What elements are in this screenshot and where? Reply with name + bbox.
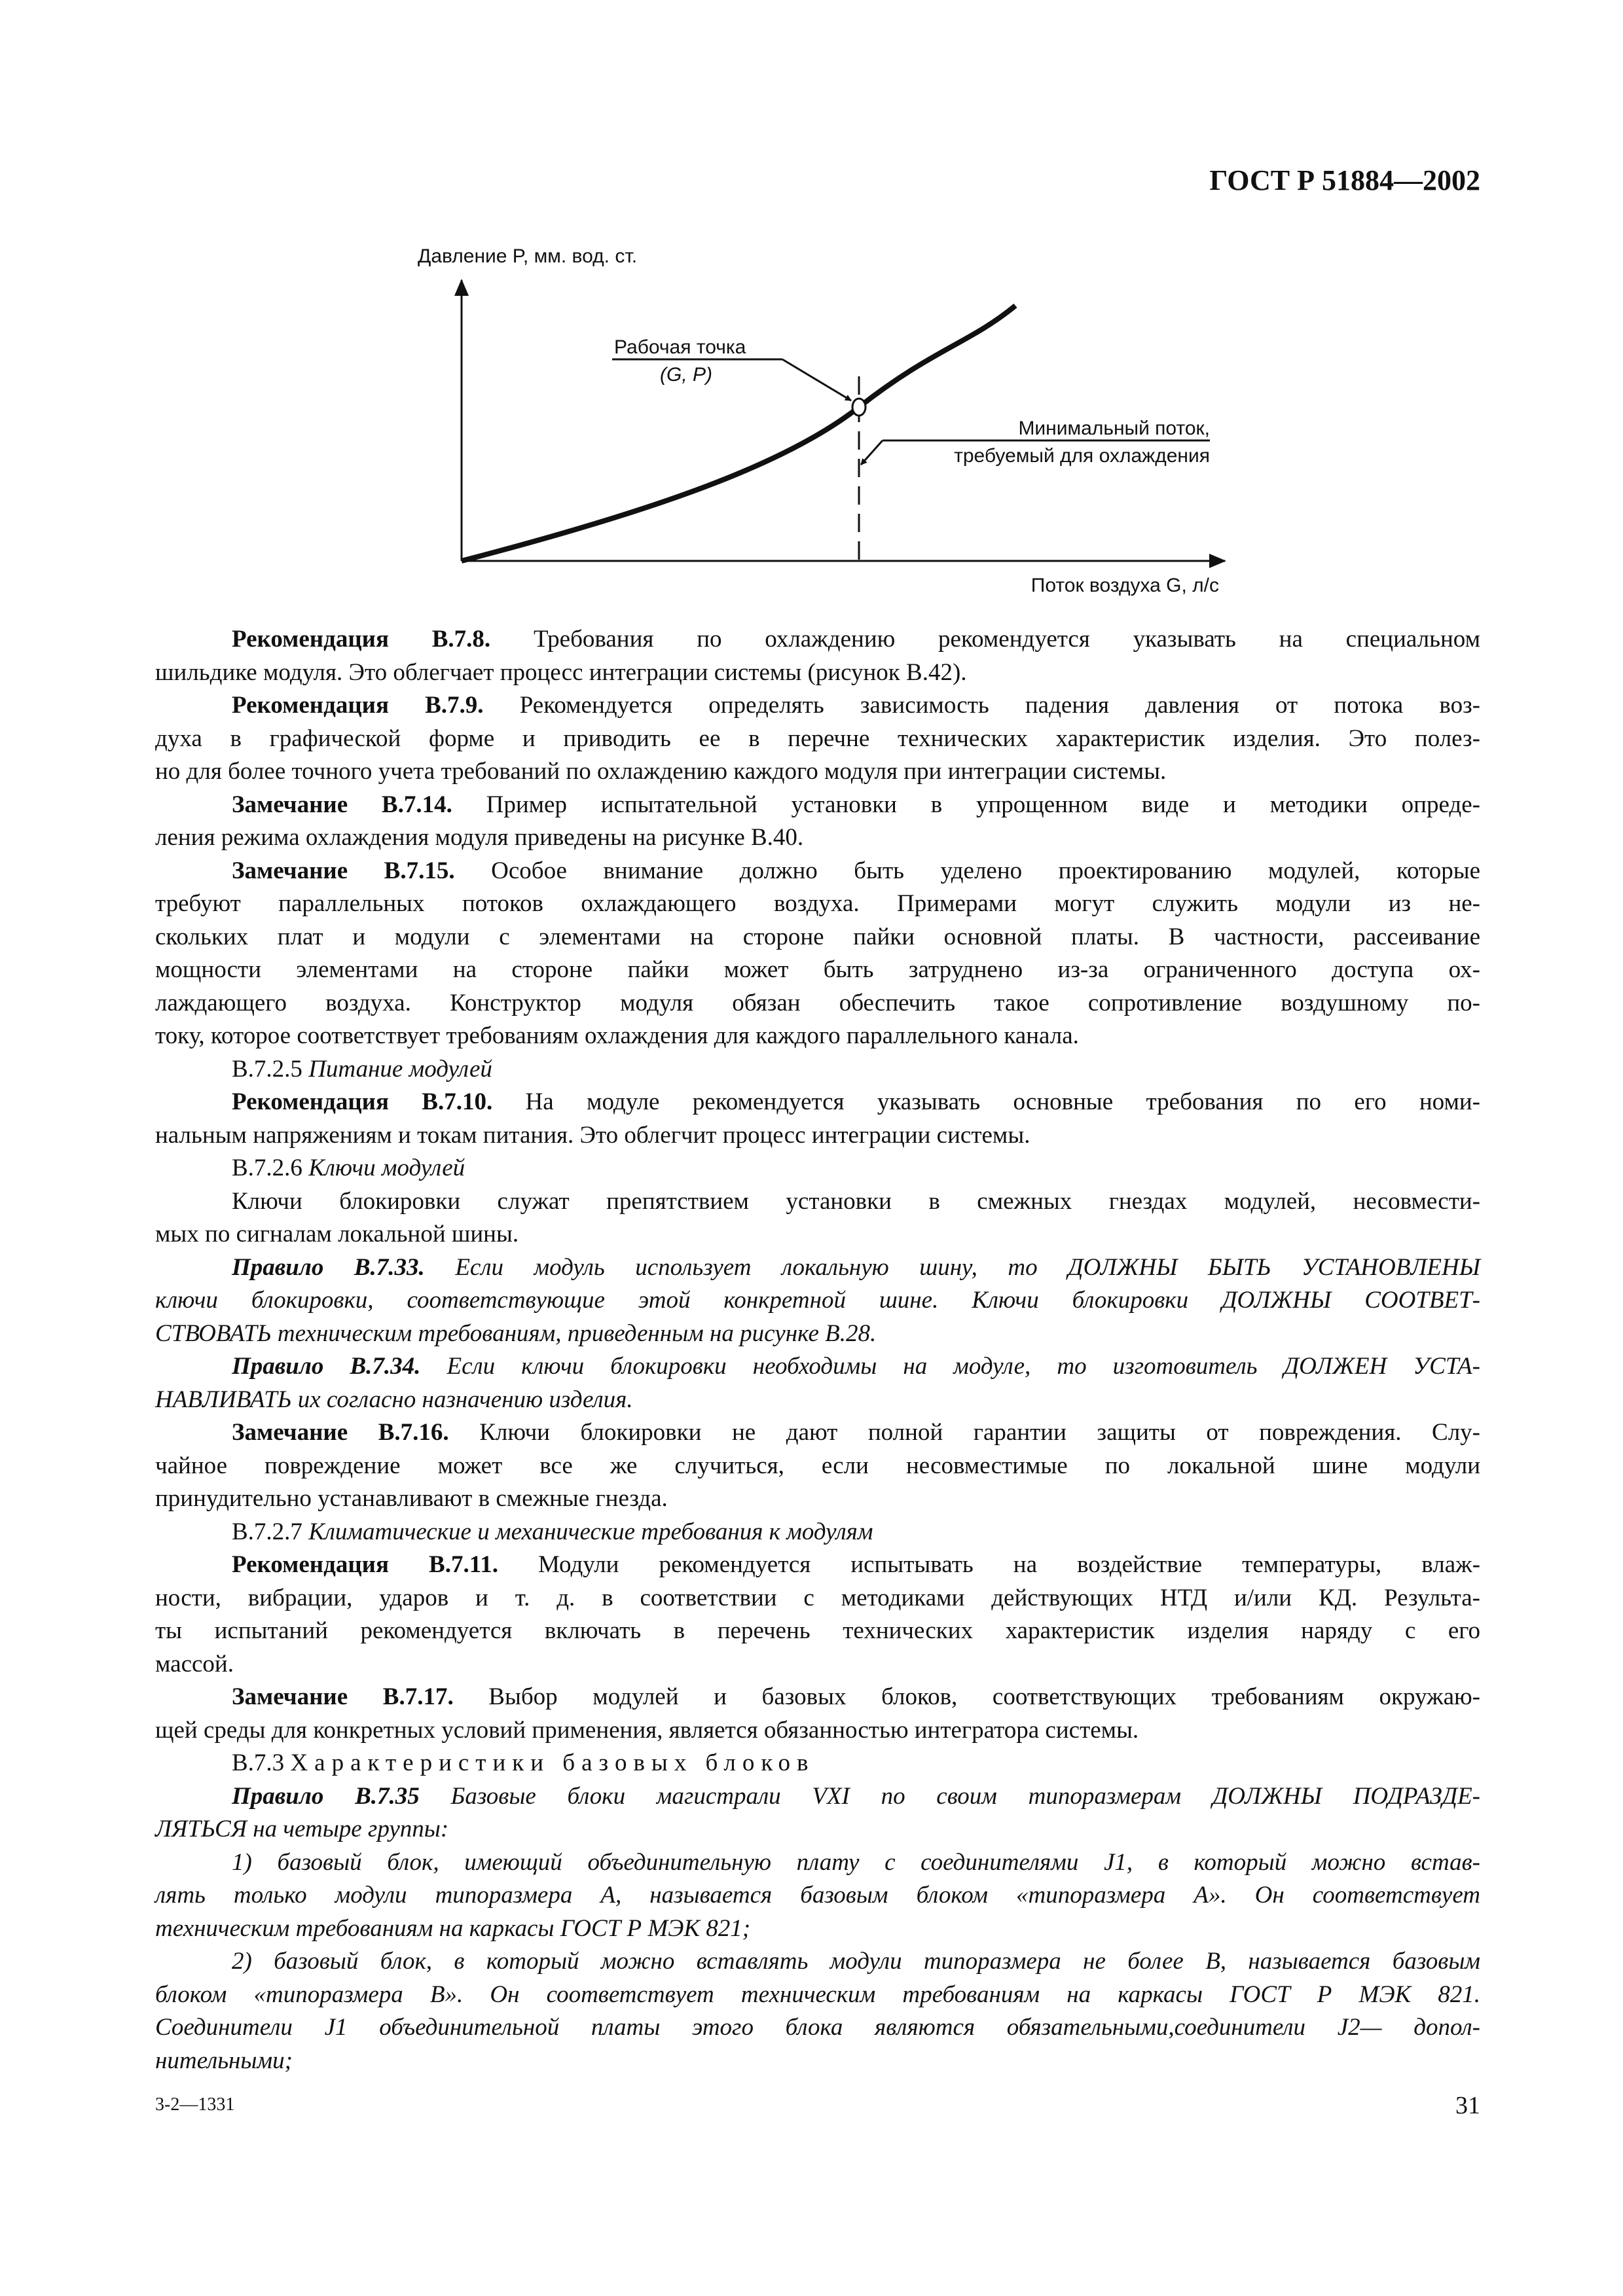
line-text: лять только модули типоразмера А, называется базовым блоком «типоразмера А». Он соответствует — [155, 1882, 1480, 1909]
paragraph — [155, 1846, 1480, 1946]
paragraph — [155, 1780, 1480, 1846]
text-line — [155, 1582, 1480, 1615]
text-line — [155, 1284, 1480, 1318]
paragraph — [155, 623, 1480, 689]
line-text: мощности элементами на стороне пайки может быть затруднено из-за ограниченного доступа ох- — [155, 956, 1480, 983]
text-line — [155, 1549, 1480, 1582]
page-number: 31 — [1455, 2092, 1480, 2119]
paragraph-lead: Правило В.7.33. — [232, 1253, 425, 1281]
paragraph — [155, 1251, 1480, 1351]
line-text: но для более точного учета требований по охлаждению каждого модуля при интеграции системы. — [155, 758, 1167, 785]
y-axis-label: Давление P, мм. вод. ст. — [418, 245, 638, 267]
text-line — [155, 1681, 1480, 1714]
operating-point-marker — [852, 399, 866, 416]
text-line — [155, 954, 1480, 987]
text-line — [155, 987, 1480, 1020]
text-line — [155, 1912, 1480, 1946]
text-line — [155, 723, 1480, 756]
document-header: ГОСТ Р 51884—2002 — [1209, 164, 1480, 196]
line-text: Выбор модулей и базовых блоков, соответствующих требованиям окружаю- — [453, 1683, 1480, 1710]
text-line — [155, 1350, 1480, 1384]
section-number: В.7.2.6 — [232, 1155, 309, 1181]
pressure-flow-figure — [0, 0, 1623, 628]
line-text: массой. — [155, 1650, 234, 1677]
paragraph-lead: Рекомендация В.7.10. — [232, 1088, 493, 1115]
line-text: Базовые блоки магистрали VXI по своим типоразмерам ДОЛЖНЫ ПОДРАЗДЕ- — [419, 1782, 1481, 1810]
paragraph-lead: Замечание В.7.14. — [232, 791, 452, 818]
text-line — [155, 2045, 1480, 2078]
footer-code: 3-2—1331 — [155, 2094, 235, 2115]
line-text: ключи блокировки, соответствующие этой конкретной шине. Ключи блокировки ДОЛЖНЫ СООТВЕТ- — [155, 1287, 1480, 1314]
text-line — [155, 1318, 1480, 1351]
text-line — [155, 1482, 1480, 1516]
text-line — [155, 1714, 1480, 1748]
text-line — [155, 921, 1480, 954]
paragraph — [155, 1086, 1480, 1152]
operating-point-coords: (G, P) — [660, 364, 712, 386]
line-text: скольких плат и модули с элементами на стороне пайки основной платы. В частности, рассеивание — [155, 923, 1480, 950]
line-text: Соединители J1 объединительной платы этого блока являются обязательными,соединители J2— допол- — [155, 2014, 1480, 2041]
section-number: В.7.2.7 — [232, 1518, 309, 1545]
paragraph — [155, 1350, 1480, 1416]
operating-point-label: Рабочая точка — [614, 336, 746, 358]
paragraph-lead: Правило В.7.35 — [232, 1782, 420, 1810]
line-text: щей среды для конкретных условий применения, является обязанностью интегратора системы. — [155, 1716, 1139, 1744]
line-text: ности, вибрации, ударов и т. д. в соответствии с методиками действующих НТД и/или КД. Результа- — [155, 1584, 1480, 1611]
x-axis-label: Поток воздуха G, л/с — [1030, 575, 1219, 596]
text-line — [155, 1119, 1480, 1153]
text-line — [155, 623, 1480, 656]
line-text: нальным напряжениям и токам питания. Это облегчит процесс интеграции системы. — [155, 1121, 1030, 1149]
text-line — [155, 1813, 1480, 1846]
text-line — [155, 1979, 1480, 2012]
section-heading — [155, 1152, 1480, 1185]
line-text: Пример испытательной установки в упрощенном виде и методики опреде- — [452, 791, 1480, 818]
line-text: ЛЯТЬСЯ на четыре группы: — [155, 1816, 449, 1842]
paragraph — [155, 1549, 1480, 1681]
line-text: лаждающего воздуха. Конструктор модуля обязан обеспечить такое сопротивление воздушному по- — [155, 989, 1480, 1016]
text-line — [155, 1416, 1480, 1450]
line-text: Рекомендуется определять зависимость падения давления от потока воз- — [483, 692, 1481, 719]
text-line — [155, 1648, 1480, 1681]
line-text: Ключи блокировки служат препятствием установки в смежных гнездах модулей, несовмести- — [232, 1187, 1480, 1215]
paragraph-lead: Замечание В.7.16. — [232, 1419, 449, 1446]
line-text: СТВОВАТЬ техническим требованиям, приведенным на рисунке В.28. — [155, 1319, 877, 1347]
paragraph — [155, 689, 1480, 789]
text-line — [155, 1185, 1480, 1219]
line-text: ты испытаний рекомендуется включать в перечень технических характеристик изделия наряду с его — [155, 1617, 1480, 1644]
text-line — [155, 855, 1480, 888]
text-line — [155, 656, 1480, 690]
paragraph-lead: Рекомендация В.7.11. — [232, 1551, 498, 1578]
text-line — [155, 2011, 1480, 2045]
line-text: Особое внимание должно быть уделено проектированию модулей, которые — [454, 857, 1480, 884]
section-number: В.7.2.5 — [232, 1055, 309, 1083]
paragraph — [155, 1945, 1480, 2077]
paragraph — [155, 1681, 1480, 1747]
text-line — [155, 1218, 1480, 1251]
line-text: техническим требованиям на каркасы ГОСТ Р МЭК 821; — [155, 1914, 751, 1942]
line-text: требуют параллельных потоков охлаждающего воздуха. Примерами могут служить модули из не- — [155, 890, 1480, 917]
paragraph-lead: Правило В.7.34. — [232, 1353, 421, 1380]
text-line — [155, 1384, 1480, 1417]
section-title: Ключи модулей — [308, 1155, 465, 1181]
section-number: В.7.3 — [232, 1749, 291, 1776]
section-heading — [155, 1747, 1480, 1780]
line-text: шильдике модуля. Это облегчает процесс интеграции системы (рисунок В.42). — [155, 658, 967, 686]
section-title: Питание модулей — [308, 1055, 492, 1083]
section-title: Климатические и механические требования к модулям — [308, 1518, 873, 1545]
text-line — [155, 1020, 1480, 1053]
paragraph-lead: Замечание В.7.17. — [232, 1683, 454, 1710]
min-flow-leader — [861, 440, 883, 465]
body-text — [155, 623, 1480, 2077]
line-text: духа в графической форме и приводить ее в перечне технических характеристик изделия. Это полез- — [155, 725, 1480, 752]
text-line — [155, 821, 1480, 855]
line-text: Если ключи блокировки необходимы на модуле, то изготовитель ДОЛЖЕН УСТА- — [420, 1353, 1480, 1380]
line-text: ления режима охлаждения модуля приведены на рисунке В.40. — [155, 824, 804, 851]
section-heading — [155, 1516, 1480, 1549]
line-text: принудительно устанавливают в смежные гнезда. — [155, 1485, 668, 1512]
line-text: Ключи блокировки не дают полной гарантии защиты от повреждения. Слу- — [448, 1419, 1480, 1446]
paragraph — [155, 789, 1480, 855]
section-title: Характеристики базовых блоков — [290, 1749, 815, 1776]
line-text: НАВЛИВАТЬ их согласно назначению изделия. — [155, 1386, 633, 1413]
text-line — [155, 1615, 1480, 1648]
text-line — [155, 1879, 1480, 1912]
paragraph-lead: Рекомендация В.7.8. — [232, 626, 491, 653]
min-flow-label-line2: требуемый для охлаждения — [954, 445, 1210, 467]
text-line — [155, 1086, 1480, 1119]
text-line — [155, 1846, 1480, 1880]
line-text: мых по сигналам локальной шины. — [155, 1221, 519, 1247]
line-text: Модули рекомендуется испытывать на воздействие температуры, влаж- — [498, 1551, 1480, 1578]
paragraph — [155, 855, 1480, 1053]
text-line — [155, 689, 1480, 723]
text-line — [155, 888, 1480, 921]
line-text: На модуле рекомендуется указывать основные требования по его номи- — [492, 1088, 1481, 1115]
text-line — [155, 1945, 1480, 1979]
text-line — [155, 755, 1480, 789]
text-line — [155, 1780, 1480, 1814]
paragraph-lead: Рекомендация В.7.9. — [232, 692, 484, 719]
line-text: Требования по охлаждению рекомендуется указывать на специальном — [490, 626, 1481, 653]
min-flow-label-line1: Минимальный поток, — [1018, 418, 1210, 439]
text-line — [155, 1450, 1480, 1483]
paragraph-lead: Замечание В.7.15. — [232, 857, 455, 884]
line-text: 2) базовый блок, в который можно вставлять модули типоразмера не более В, называется базовым — [232, 1948, 1480, 1975]
line-text: блоком «типоразмера В». Он соответствует техническим требованиям на каркасы ГОСТ Р МЭК 821. — [155, 1981, 1480, 2008]
paragraph — [155, 1416, 1480, 1516]
operating-point-leader — [782, 359, 851, 401]
line-text: Если модуль использует локальную шину, то ДОЛЖНЫ БЫТЬ УСТАНОВЛЕНЫ — [424, 1253, 1480, 1281]
line-text: току, которое соответствует требованиям охлаждения для каждого параллельного канала. — [155, 1022, 1079, 1049]
section-heading — [155, 1053, 1480, 1086]
line-text: нительными; — [155, 2047, 293, 2074]
line-text: 1) базовый блок, имеющий объединительную плату с соединителями J1, в который можно встав- — [232, 1848, 1480, 1876]
text-line — [155, 789, 1480, 822]
line-text: чайное повреждение может все же случиться, если несовместимые по локальной шине модули — [155, 1452, 1480, 1479]
paragraph — [155, 1185, 1480, 1251]
text-line — [155, 1251, 1480, 1285]
